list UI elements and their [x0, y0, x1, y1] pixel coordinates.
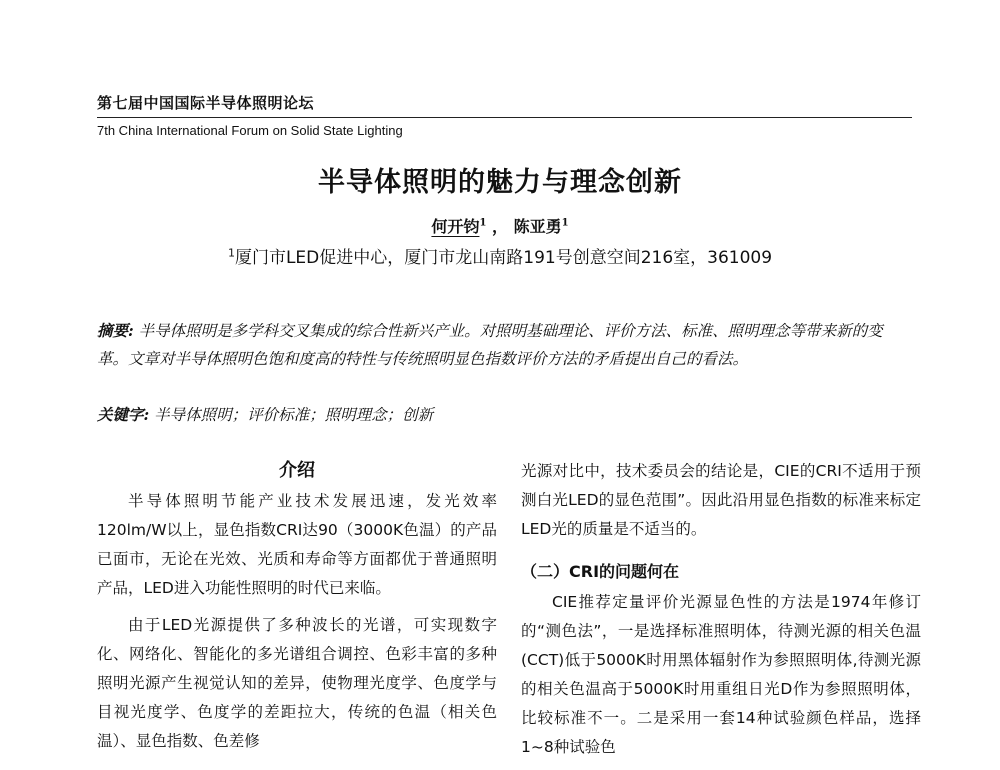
body-paragraph: 由于LED光源提供了多种波长的光谱，可实现数字化、网络化、智能化的多光谱组合调控、色彩丰富的多种照明光源产生视觉认知的差异，使物理光度学、色度学与目视光度学、色度学的差距拉大，传统的色温（相关色温）、显色指数、色差修: [97, 616, 497, 750]
body-paragraph: CIE推荐定量评价光源显色性的方法是1974年修订的“测色法”，一是选择标准照明体，待测光源的相关色温(CCT)低于5000K时用黑体辐射作为参照照明体,待测光源的相关色温高于5000K时用重组日光D作为参照照明体，比较标准不一。二是采用一套14种试验颜色样品，选择1~8种试验色: [521, 593, 921, 756]
conference-name-en: 7th China International Forum on Solid State Lighting: [97, 123, 403, 138]
keywords-text: 半导体照明；评价标准；照明理念；创新: [154, 406, 434, 424]
left-column: [97, 457, 497, 764]
author-list: [0, 214, 1000, 237]
right-column: [521, 457, 921, 770]
keywords: [97, 403, 913, 425]
body-paragraph: 半导体照明节能产业技术发展迅速，发光效率120lm/W以上，显色指数CRI达90（3000K色温）的产品已面市，无论在光效、光质和寿命等方面都优于普通照明产品，LED进入功能性照明的时代已来临。: [97, 492, 497, 597]
keywords-label: 关键字:: [97, 405, 150, 424]
author-affiliation-mark: 1: [561, 217, 569, 229]
body-paragraph: 光源对比中，技术委员会的结论是，CIE的CRI不适用于预测白光LED的显色范围”。因此沿用显色指数的标准来标定LED光的质量是不适当的。: [521, 462, 921, 538]
author-name: 陈亚勇: [513, 217, 562, 236]
author-affiliation-mark: 1: [479, 217, 487, 229]
affiliation-mark: 1: [227, 246, 235, 260]
author-separator: ，: [491, 217, 508, 236]
abstract-text: 半导体照明是多学科交叉集成的综合性新兴产业。对照明基础理论、评价方法、标准、照明理念等带来新的变革。文章对半导体照明色饱和度高的特性与传统照明显色指数评价方法的矛盾提出自己的看法。: [97, 322, 883, 368]
abstract: [97, 317, 913, 373]
subsection-title: （二）CRI的问题何在: [521, 562, 680, 581]
author-name: 何开钧: [431, 217, 480, 236]
abstract-label: 摘要:: [97, 321, 134, 340]
conference-name-cn: 第七届中国国际半导体照明论坛: [97, 94, 315, 112]
affiliation: [0, 243, 1000, 268]
affiliation-text: 厦门市LED促进中心，厦门市龙山南路191号创意空间216室，361009: [234, 248, 773, 268]
section-title-introduction: 介绍: [279, 460, 315, 481]
header-rule: [97, 117, 912, 118]
paper-title: 半导体照明的魅力与理念创新: [318, 167, 682, 198]
